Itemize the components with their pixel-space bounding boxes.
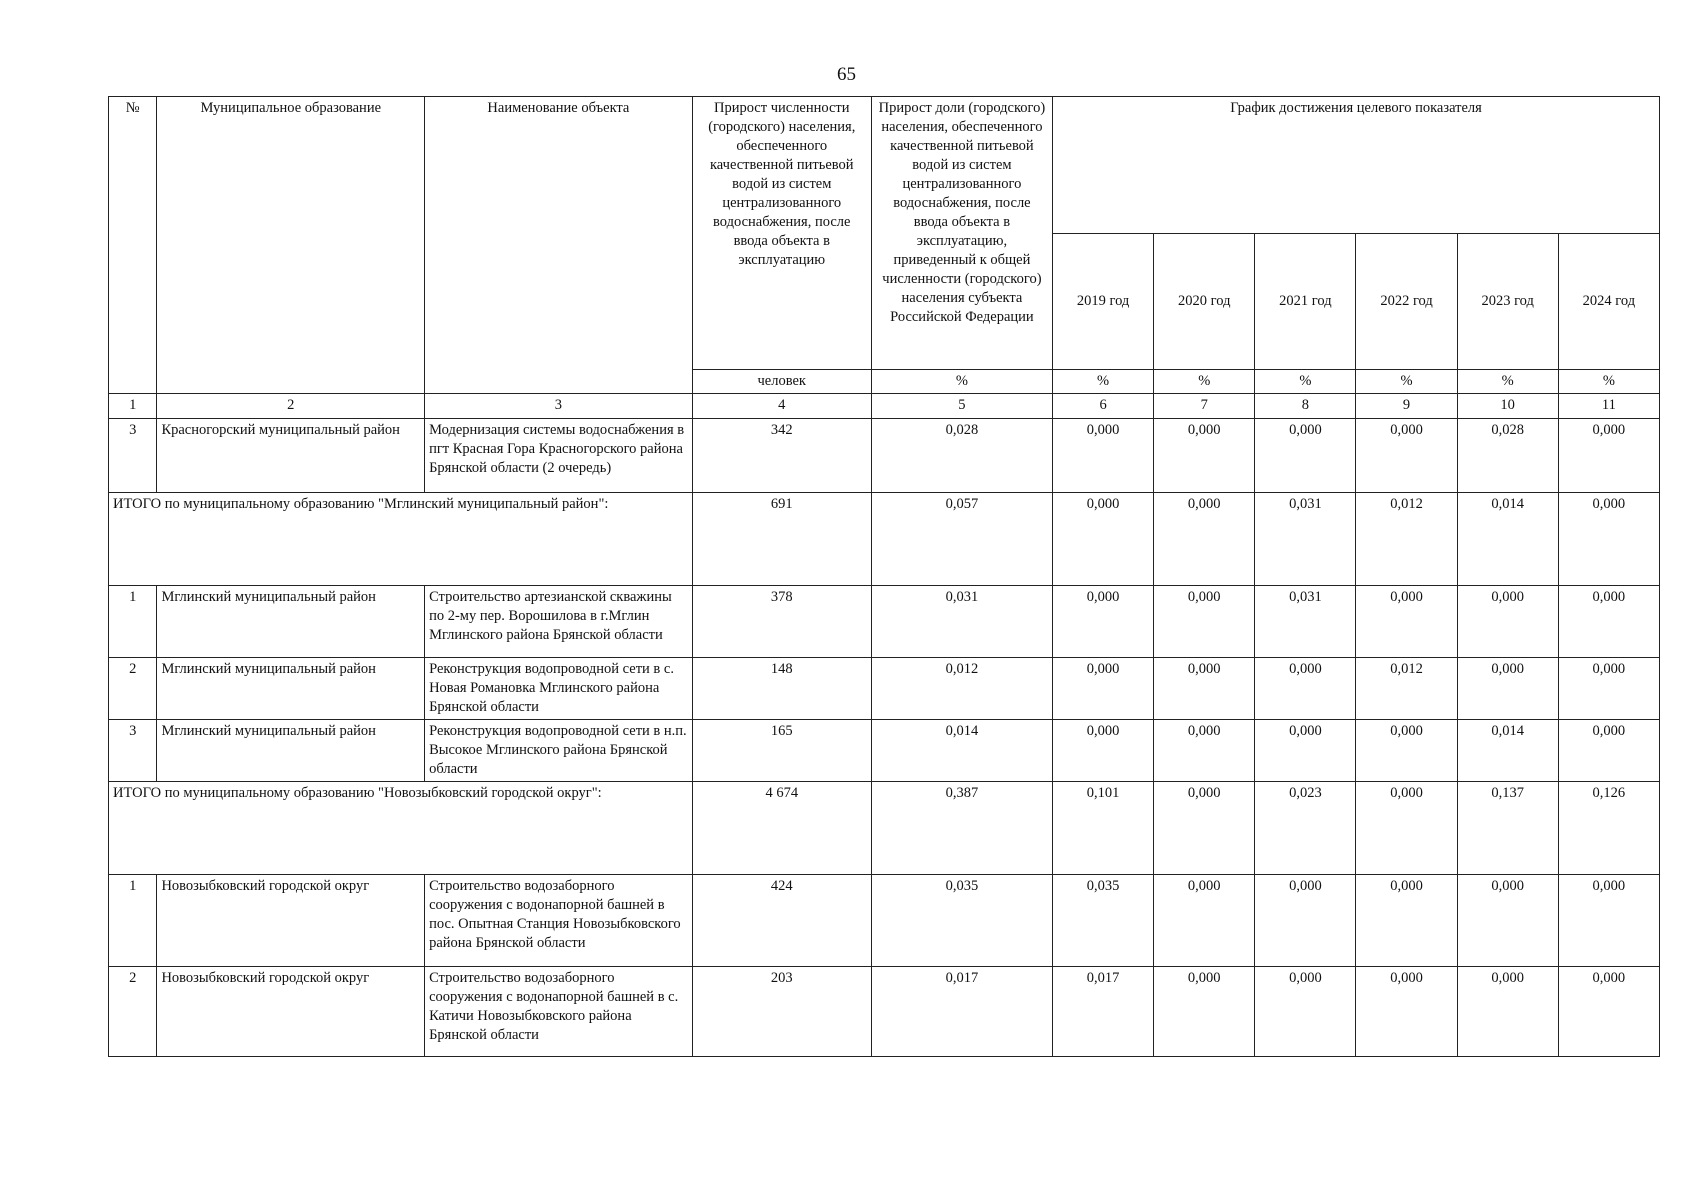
- unit-people: человек: [692, 370, 871, 394]
- row-year-value: 0,000: [1558, 720, 1659, 782]
- row-people: 424: [692, 875, 871, 967]
- total-share: 0,387: [871, 782, 1052, 875]
- table-row: [109, 967, 1660, 1057]
- row-object: Модернизация системы водоснабжения в пгт Красная Гора Красногорского района Брянской области (2 очередь): [425, 419, 693, 493]
- row-municipality: Мглинский муниципальный район: [157, 586, 425, 658]
- row-people: 203: [692, 967, 871, 1057]
- total-year-value: 0,137: [1457, 782, 1558, 875]
- table-row: [109, 658, 1660, 720]
- row-year-value: 0,000: [1053, 720, 1154, 782]
- row-year-value: 0,000: [1558, 419, 1659, 493]
- row-year-value: 0,000: [1154, 586, 1255, 658]
- column-number: 1: [109, 394, 157, 419]
- header-pop-growth: Прирост численности (городского) населения, обеспеченного качественной питьевой водой из систем централизованного водоснабжения, после ввода объекта в эксплуатацию: [692, 97, 871, 370]
- row-num: 1: [109, 586, 157, 658]
- header-object-name: Наименование объекта: [425, 97, 693, 394]
- row-year-value: 0,000: [1255, 720, 1356, 782]
- unit-percent: %: [1053, 370, 1154, 394]
- row-year-value: 0,000: [1255, 658, 1356, 720]
- total-year-value: 0,023: [1255, 782, 1356, 875]
- column-number: 8: [1255, 394, 1356, 419]
- column-number: 11: [1558, 394, 1659, 419]
- row-year-value: 0,028: [1457, 419, 1558, 493]
- row-year-value: 0,000: [1457, 586, 1558, 658]
- header-share-growth: Прирост доли (городского) населения, обеспеченного качественной питьевой водой из систем централизованного водоснабжения, после ввода объекта в эксплуатацию, приведенный к общей численности (городского) населения субъекта Российской Федерации: [871, 97, 1052, 370]
- row-year-value: 0,000: [1356, 875, 1457, 967]
- table-row: [109, 419, 1660, 493]
- row-num: 3: [109, 720, 157, 782]
- row-num: 2: [109, 658, 157, 720]
- unit-percent: %: [1154, 370, 1255, 394]
- row-municipality: Новозыбковский городской округ: [157, 875, 425, 967]
- row-year-value: 0,000: [1356, 586, 1457, 658]
- total-year-value: 0,031: [1255, 493, 1356, 586]
- column-number: 10: [1457, 394, 1558, 419]
- row-share: 0,031: [871, 586, 1052, 658]
- header-year: 2021 год: [1255, 233, 1356, 370]
- row-share: 0,017: [871, 967, 1052, 1057]
- row-object: Строительство артезианской скважины по 2-му пер. Ворошилова в г.Мглин Мглинского района Брянской области: [425, 586, 693, 658]
- total-year-value: 0,101: [1053, 782, 1154, 875]
- column-number: 7: [1154, 394, 1255, 419]
- column-number: 4: [692, 394, 871, 419]
- table-row: [109, 586, 1660, 658]
- column-number: 9: [1356, 394, 1457, 419]
- total-year-value: 0,000: [1053, 493, 1154, 586]
- row-object: Строительство водозаборного сооружения с водонапорной башней в пос. Опытная Станция Новозыбковского района Брянской области: [425, 875, 693, 967]
- row-year-value: 0,031: [1255, 586, 1356, 658]
- total-year-value: 0,000: [1154, 782, 1255, 875]
- row-year-value: 0,017: [1053, 967, 1154, 1057]
- total-year-value: 0,126: [1558, 782, 1659, 875]
- unit-percent: %: [1558, 370, 1659, 394]
- total-row: [109, 493, 1660, 586]
- header-year: 2022 год: [1356, 233, 1457, 370]
- row-year-value: 0,000: [1154, 720, 1255, 782]
- row-people: 165: [692, 720, 871, 782]
- row-share: 0,035: [871, 875, 1052, 967]
- row-municipality: Мглинский муниципальный район: [157, 658, 425, 720]
- row-year-value: 0,000: [1457, 875, 1558, 967]
- row-year-value: 0,000: [1053, 586, 1154, 658]
- total-row: [109, 782, 1660, 875]
- row-year-value: 0,000: [1154, 875, 1255, 967]
- row-num: 2: [109, 967, 157, 1057]
- row-people: 148: [692, 658, 871, 720]
- row-year-value: 0,000: [1255, 875, 1356, 967]
- row-year-value: 0,000: [1457, 658, 1558, 720]
- row-year-value: 0,000: [1558, 967, 1659, 1057]
- total-year-value: 0,000: [1558, 493, 1659, 586]
- table-row: [109, 875, 1660, 967]
- header-year: 2024 год: [1558, 233, 1659, 370]
- row-year-value: 0,014: [1457, 720, 1558, 782]
- row-share: 0,012: [871, 658, 1052, 720]
- row-num: 3: [109, 419, 157, 493]
- total-label: ИТОГО по муниципальному образованию "Новозыбковский городской округ":: [109, 782, 693, 875]
- total-people: 691: [692, 493, 871, 586]
- row-people: 378: [692, 586, 871, 658]
- header-municipality: Муниципальное образование: [157, 97, 425, 394]
- row-year-value: 0,000: [1053, 658, 1154, 720]
- total-label: ИТОГО по муниципальному образованию "Мглинский муниципальный район":: [109, 493, 693, 586]
- total-share: 0,057: [871, 493, 1052, 586]
- row-year-value: 0,035: [1053, 875, 1154, 967]
- row-year-value: 0,000: [1356, 419, 1457, 493]
- row-year-value: 0,000: [1154, 658, 1255, 720]
- row-people: 342: [692, 419, 871, 493]
- row-year-value: 0,000: [1053, 419, 1154, 493]
- column-number: 5: [871, 394, 1052, 419]
- total-year-value: 0,000: [1154, 493, 1255, 586]
- row-year-value: 0,000: [1457, 967, 1558, 1057]
- row-num: 1: [109, 875, 157, 967]
- row-municipality: Новозыбковский городской округ: [157, 967, 425, 1057]
- column-number: 3: [425, 394, 693, 419]
- row-year-value: 0,000: [1558, 658, 1659, 720]
- header-year: 2020 год: [1154, 233, 1255, 370]
- column-number-row: [109, 394, 1660, 419]
- row-year-value: 0,000: [1255, 967, 1356, 1057]
- header-year: 2023 год: [1457, 233, 1558, 370]
- header-num: №: [109, 97, 157, 394]
- row-share: 0,014: [871, 720, 1052, 782]
- target-indicator-table: [108, 96, 1660, 1057]
- unit-percent: %: [1356, 370, 1457, 394]
- row-year-value: 0,000: [1558, 586, 1659, 658]
- row-municipality: Мглинский муниципальный район: [157, 720, 425, 782]
- header-year: 2019 год: [1053, 233, 1154, 370]
- unit-percent: %: [1457, 370, 1558, 394]
- page-number: 65: [837, 64, 856, 85]
- row-year-value: 0,000: [1154, 967, 1255, 1057]
- unit-percent: %: [871, 370, 1052, 394]
- unit-percent: %: [1255, 370, 1356, 394]
- row-object: Реконструкция водопроводной сети в с. Новая Романовка Мглинского района Брянской области: [425, 658, 693, 720]
- header-schedule: График достижения целевого показателя: [1053, 97, 1660, 234]
- total-people: 4 674: [692, 782, 871, 875]
- row-object: Строительство водозаборного сооружения с водонапорной башней в с. Катичи Новозыбковского района Брянской области: [425, 967, 693, 1057]
- total-year-value: 0,012: [1356, 493, 1457, 586]
- total-year-value: 0,000: [1356, 782, 1457, 875]
- row-object: Реконструкция водопроводной сети в н.п. Высокое Мглинского района Брянской области: [425, 720, 693, 782]
- table-row: [109, 720, 1660, 782]
- column-number: 6: [1053, 394, 1154, 419]
- row-year-value: 0,000: [1356, 967, 1457, 1057]
- row-year-value: 0,000: [1255, 419, 1356, 493]
- column-number: 2: [157, 394, 425, 419]
- row-year-value: 0,000: [1356, 720, 1457, 782]
- row-share: 0,028: [871, 419, 1052, 493]
- row-year-value: 0,012: [1356, 658, 1457, 720]
- row-year-value: 0,000: [1558, 875, 1659, 967]
- row-year-value: 0,000: [1154, 419, 1255, 493]
- total-year-value: 0,014: [1457, 493, 1558, 586]
- row-municipality: Красногорский муниципальный район: [157, 419, 425, 493]
